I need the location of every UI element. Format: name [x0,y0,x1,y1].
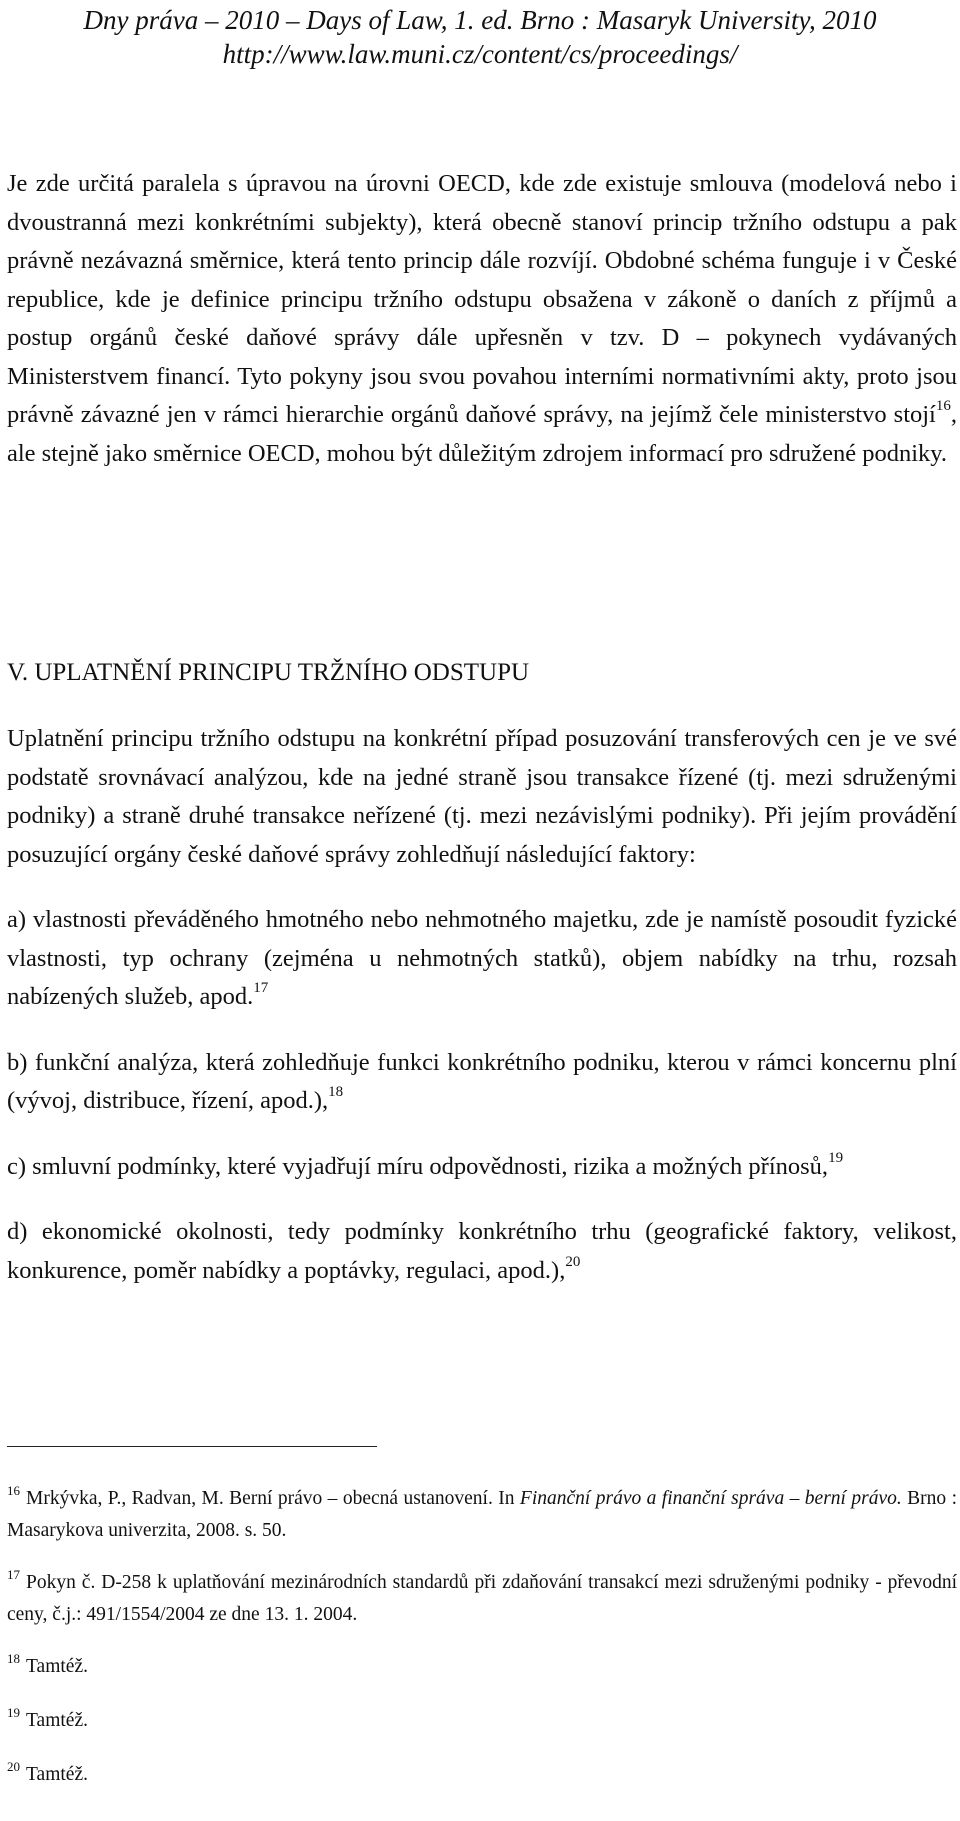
footnotes [7,1483,957,1813]
footnote-number: 16 [7,1483,20,1498]
footnote-text: Pokyn č. D-258 k uplatňování mezinárodních standardů při zdaňování transakcí mezi sdruženými podniky - převodní ceny, č.j.: 491/1554/2004 ze dne 13. 1. 2004. [7,1572,957,1625]
header-title: Dny práva – 2010 – Days of Law, 1. ed. Brno : Masaryk University, 2010 [83,5,877,35]
footnote-ref-20[interactable]: 20 [565,1253,581,1270]
footnote-ref-17[interactable]: 17 [253,980,269,996]
footnote-20 [7,1759,957,1791]
intro-text-a: Je zde určitá paralela s úpravou na úrovni OECD, kde zde existuje smlouva (modelová nebo i dvoustranná mezi konkrétními subjekty), která obecně stanoví princip tržního odstupu a pak právně nezávazná směrnice, která tento princip dále rozvíjí. Obdobné schéma funguje i v České republice, kde je definice principu tržního odstupu obsažena v zákoně o daních z příjmů a postup orgánů české daňové správy dále upřesněn v tzv. D – pokynech vydávaných Ministerstvem financí. Tyto pokyny jsou svou povahou interními normativními akty, proto jsou právně závazné jen v rámci hierarchie orgánů daňové správy, na jejímž čele ministerstvo stojí [7,170,957,428]
footnote-italic-title: Finanční právo a finanční správa – berní právo. [519,1488,902,1509]
footnote-ref-19[interactable]: 19 [828,1149,844,1166]
footnote-ref-18[interactable]: 18 [328,1084,344,1100]
factor-d-text: d) ekonomické okolnosti, tedy podmínky konkrétního trhu (geografické faktory, velikost, konkurence, poměr nabídky a poptávky, regulaci, apod.), [7,1218,957,1284]
footnote-number: 18 [7,1651,20,1666]
factor-a-text: a) vlastnosti převáděného hmotného nebo nehmotného majetku, zde je namístě posoudit fyzické vlastnosti, typ ochrany (zejména u nehmotných statků), objem nabídky na trhu, rozsah nabízených služeb, apod. [7,906,957,1010]
factor-a [7,901,957,1017]
footnote-text: Mrkývka, P., Radvan, M. Berní právo – obecná ustanovení. In [26,1488,520,1509]
footnote-ref-16[interactable]: 16 [935,398,951,414]
footnote-text-end: Brno : Masarykova univerzita, 2008. s. 50. [7,1488,958,1541]
factor-c-text: c) smluvní podmínky, které vyjadřují míru odpovědnosti, rizika a možných přínosů, [7,1152,829,1180]
factor-b [7,1044,957,1121]
intro-paragraph-block [7,165,957,473]
running-header [0,0,960,71]
footnote-number: 17 [7,1567,20,1582]
section-heading: V. UPLATNĚNÍ PRINCIPU TRŽNÍHO ODSTUPU [7,659,530,686]
factor-b-text: b) funkční analýza, která zohledňuje funkci konkrétního podniku, kterou v rámci koncernu plní (vývoj, distribuce, řízení, apod.), [7,1048,957,1114]
footnote-text: Tamtéž. [26,1710,88,1731]
footnote-17 [7,1567,957,1631]
footnote-18 [7,1651,957,1683]
footnote-16 [7,1483,957,1547]
footnote-text: Tamtéž. [26,1764,88,1785]
factor-c [7,1148,957,1187]
intro-text-b: , ale stejně jako směrnice OECD, mohou být důležitým zdrojem informací pro sdružené podniky. [7,401,957,467]
footnote-19 [7,1705,957,1737]
footnote-number: 20 [7,1759,20,1774]
section-intro-paragraph: Uplatnění principu tržního odstupu na konkrétní případ posuzování transferových cen je ve své podstatě srovnávací analýzou, kde na jedné straně jsou transakce řízené (tj. mezi sdruženými podniky) a straně druhé transakce neřízené (tj. mezi nezávislými podniky). Při jejím provádění posuzující orgány české daňové správy zohledňují následující faktory: [7,725,957,868]
intro-paragraph [7,165,957,473]
header-url: http://www.law.muni.cz/content/cs/proceedings/ [222,39,738,69]
footnote-separator [7,1446,377,1447]
section-body [7,720,957,1317]
footnote-text: Tamtéž. [26,1656,88,1677]
footnote-number: 19 [7,1705,20,1720]
factor-d [7,1213,957,1290]
